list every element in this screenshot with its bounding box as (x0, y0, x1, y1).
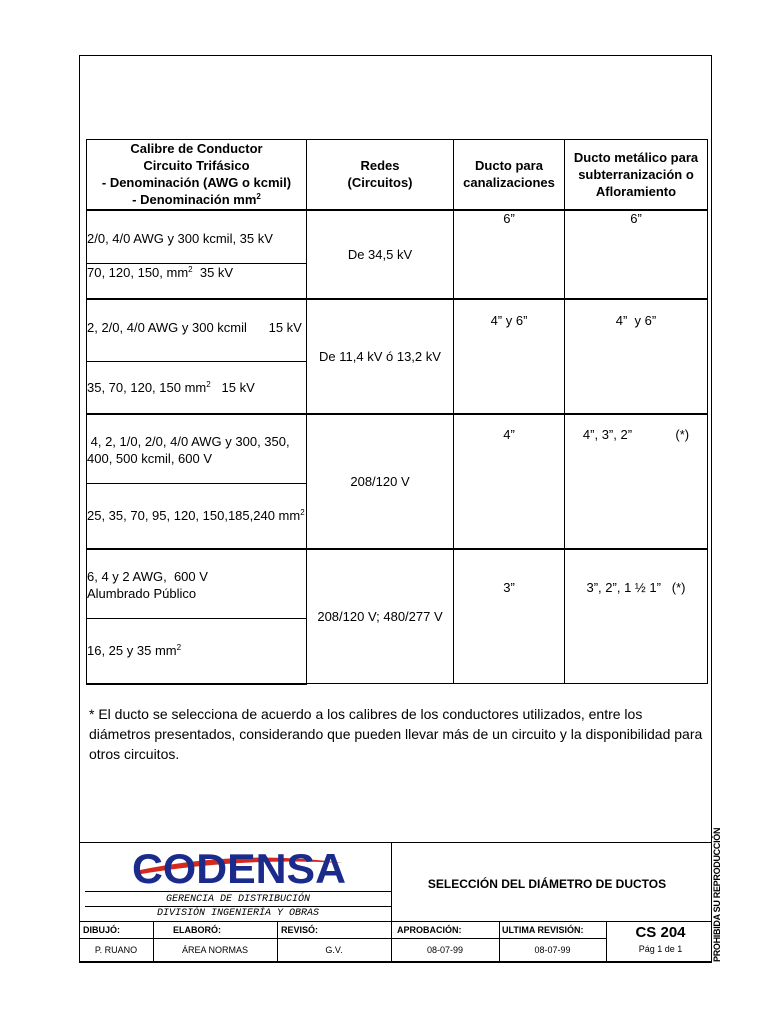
document-code: CS 204 (635, 924, 686, 941)
table-cell-awg: 6, 4 y 2 AWG, 600 V Alumbrado Público (87, 549, 307, 619)
divider (606, 921, 607, 963)
table-cell-redes: 208/120 V (307, 414, 454, 549)
header-calibre-line1: Calibre de Conductor (130, 141, 263, 157)
ultima-revision-label: ULTIMA REVISIÓN: (502, 925, 584, 935)
codensa-logo (129, 845, 349, 889)
ducts-table (86, 139, 708, 685)
elaboro-label: ELABORÓ: (173, 925, 221, 935)
table-cell-redes: De 11,4 kV ó 13,2 kV (307, 299, 454, 414)
table-cell-mm: 16, 25 y 35 $mm^2$ (87, 619, 307, 684)
table-cell-awg: 2/0, 4/0 AWG y 300 kcmil, 35 kV (87, 210, 307, 264)
elaboro-value: ÁREA NORMAS (181, 945, 248, 955)
header-calibre (87, 140, 307, 210)
table-cell-ducto: 4” (454, 414, 565, 549)
division-label: DIVISIÓN INGENIERÍA Y OBRAS (156, 908, 320, 919)
table-cell-ducto: 4” y 6” (454, 299, 565, 414)
table-cell-redes: De 34,5 kV (307, 210, 454, 299)
header-ducto-line2: canalizaciones (463, 175, 555, 191)
header-calibre-line2: Circuito Trifásico (143, 158, 250, 174)
header-metalico-line2: subterranización o (578, 166, 694, 182)
table-cell-ducto: 3” (454, 549, 565, 684)
header-calibre-line4: - Denominación $mm^2$ (132, 192, 261, 208)
header-ducto (454, 140, 565, 210)
header-redes-line1: Redes (360, 158, 400, 174)
table-cell-metalico: 6” (565, 210, 708, 299)
divider (153, 921, 154, 963)
page-number: Pág 1 de 1 (638, 944, 683, 954)
aprobacion-label: APROBACIÓN: (397, 925, 462, 935)
divider (499, 921, 500, 963)
header-metalico-line1: Ducto metálico para (573, 149, 699, 165)
reproduction-notice: PROHIBIDA SU REPRODUCCIÓN (712, 827, 722, 962)
table-cell-redes: 208/120 V; 480/277 V (307, 549, 454, 684)
reviso-value: G.V. (325, 945, 343, 955)
table-cell-awg: 2, 2/0, 4/0 AWG y 300 kcmil 15 kV (87, 299, 307, 362)
table-cell-mm: 70, 120, 150, $mm^2$ 35 kV (87, 264, 307, 299)
header-ducto-line1: Ducto para (475, 158, 543, 174)
logo-area (79, 843, 391, 893)
header-metalico-line3: Afloramiento (595, 183, 677, 199)
svg-text:CODENSA: CODENSA (132, 845, 346, 889)
table-cell-metalico: 3”, 2”, 1 ½ 1” (*) (565, 549, 708, 684)
table-cell-metalico: 4” y 6” (565, 299, 708, 414)
document-title: SELECCIÓN DEL DIÁMETRO DE DUCTOS (427, 877, 667, 891)
header-redes (307, 140, 454, 210)
divider (79, 962, 712, 963)
table-cell-awg: 4, 2, 1/0, 2/0, 4/0 AWG y 300, 350, 400, 500 kcmil, 600 V (87, 414, 307, 484)
table-cell-ducto: 6” (454, 210, 565, 299)
table-cell-mm: 25, 35, 70, 95, 120, 150,185,240 $mm^2$ (87, 484, 307, 549)
reviso-label: REVISÓ: (281, 925, 319, 935)
header-calibre-line3: - Denominación (AWG o kcmil) (101, 175, 292, 191)
divider (277, 921, 278, 963)
ultima-revision-value: 08-07-99 (534, 945, 571, 955)
dibujo-value: P. RUANO (94, 945, 138, 955)
table-cell-metalico: 4”, 3”, 2” (*) (565, 414, 708, 549)
divider (79, 938, 606, 939)
header-redes-line2: (Circuitos) (347, 175, 413, 191)
divider (79, 921, 712, 922)
footnote: * El ducto se selecciona de acuerdo a los calibres de los conductores utilizados, entre los diámetros presentados, considerando que pueden llevar más de un circuito y la disponibilidad para otros circuitos. (89, 706, 703, 762)
gerencia-label: GERENCIA DE DISTRIBUCIÓN (85, 891, 391, 907)
table-cell-mm: 35, 70, 120, 150 $mm^2$ 15 kV (87, 362, 307, 414)
dibujo-label: DIBUJÓ: (83, 925, 121, 935)
title-block (79, 842, 712, 963)
aprobacion-value: 08-07-99 (426, 945, 464, 955)
header-metalico (565, 140, 708, 210)
